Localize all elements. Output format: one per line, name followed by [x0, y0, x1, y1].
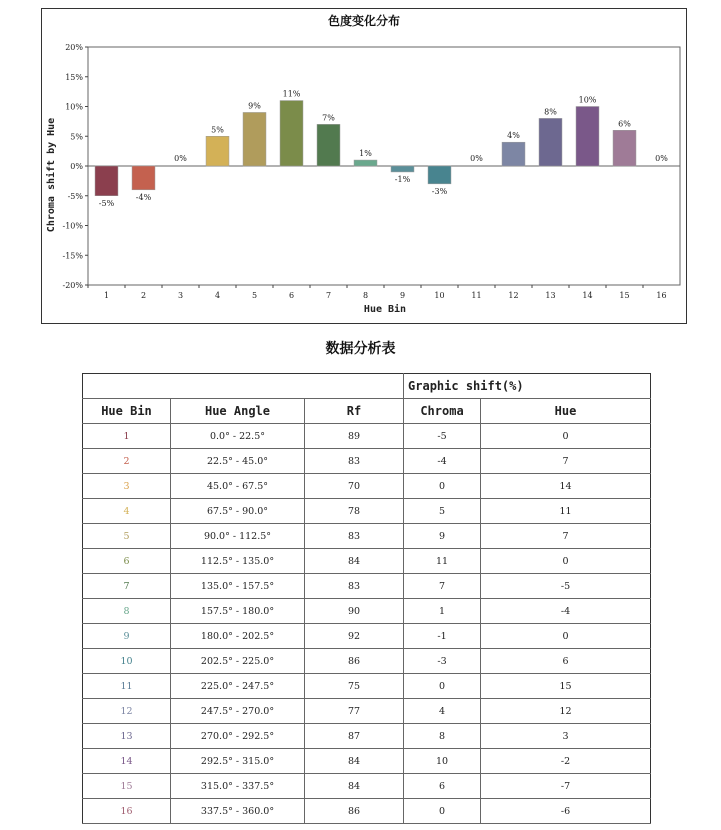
table-row: [83, 524, 651, 549]
cell-hue: -6: [481, 799, 651, 824]
cell-hue: -5: [481, 574, 651, 599]
table-row: [83, 749, 651, 774]
column-header-chroma: Chroma: [404, 399, 481, 424]
cell-rf: 86: [305, 649, 404, 674]
y-tick-label: 5%: [70, 132, 83, 142]
table-row: [83, 799, 651, 824]
data-label: 0%: [174, 154, 187, 163]
cell-hue-bin: 3: [83, 474, 171, 499]
bar-13: [539, 118, 562, 166]
y-tick-label: 0%: [70, 162, 83, 171]
y-tick-label: 10%: [65, 102, 83, 112]
x-tick-label: 3: [177, 291, 184, 300]
cell-chroma: 7: [404, 574, 481, 599]
x-tick-label: 11: [471, 291, 482, 300]
cell-chroma: -5: [404, 424, 481, 449]
chroma-shift-chart: [42, 9, 686, 323]
x-tick-label: 12: [508, 291, 519, 300]
cell-rf: 84: [305, 749, 404, 774]
table-row: [83, 474, 651, 499]
x-tick-label: 13: [545, 291, 556, 300]
bar-6: [280, 101, 303, 166]
cell-hue-bin: 13: [83, 724, 171, 749]
bar-1: [95, 166, 118, 196]
data-label: 11%: [282, 89, 301, 99]
bar-5: [243, 112, 266, 166]
cell-hue: 7: [481, 449, 651, 474]
cell-rf: 83: [305, 449, 404, 474]
cell-hue-bin: 2: [83, 449, 171, 474]
data-label: 6%: [618, 119, 631, 129]
cell-hue-bin: 7: [83, 574, 171, 599]
table-row: [83, 574, 651, 599]
bar-15: [613, 130, 636, 166]
cell-hue-angle: 157.5° - 180.0°: [171, 599, 305, 624]
cell-chroma: 10: [404, 749, 481, 774]
data-label: -3%: [431, 186, 448, 196]
x-tick-label: 14: [582, 291, 593, 300]
data-label: 8%: [544, 107, 557, 117]
cell-chroma: 1: [404, 599, 481, 624]
cell-hue-angle: 337.5° - 360.0°: [171, 799, 305, 824]
cell-hue-angle: 315.0° - 337.5°: [171, 774, 305, 799]
data-label: 5%: [211, 125, 224, 135]
cell-hue: -4: [481, 599, 651, 624]
cell-hue: 11: [481, 499, 651, 524]
cell-hue: 7: [481, 524, 651, 549]
table-row: [83, 674, 651, 699]
table-row: [83, 499, 651, 524]
table-group-header: Graphic shift(%): [404, 374, 651, 399]
cell-rf: 83: [305, 574, 404, 599]
cell-hue: 15: [481, 674, 651, 699]
cell-chroma: -3: [404, 649, 481, 674]
cell-rf: 70: [305, 474, 404, 499]
cell-chroma: 6: [404, 774, 481, 799]
data-table: [82, 373, 651, 824]
cell-hue-angle: 67.5° - 90.0°: [171, 499, 305, 524]
cell-hue: 14: [481, 474, 651, 499]
cell-hue-bin: 5: [83, 524, 171, 549]
cell-hue-bin: 14: [83, 749, 171, 774]
data-label: 0%: [470, 154, 483, 163]
bar-12: [502, 142, 525, 166]
data-label: -5%: [98, 198, 115, 208]
cell-hue-angle: 292.5° - 315.0°: [171, 749, 305, 774]
table-row: [83, 449, 651, 474]
column-header-rf: Rf: [305, 399, 404, 424]
cell-rf: 89: [305, 424, 404, 449]
x-tick-label: 6: [288, 291, 295, 300]
chart-title: 色度变化分布: [327, 14, 401, 28]
x-tick-label: 4: [214, 291, 221, 300]
bar-8: [354, 160, 377, 166]
cell-hue-bin: 6: [83, 549, 171, 574]
cell-hue: -7: [481, 774, 651, 799]
x-tick-label: 2: [140, 291, 147, 300]
y-tick-label: -15%: [62, 251, 83, 261]
cell-hue: 0: [481, 624, 651, 649]
cell-hue-angle: 0.0° - 22.5°: [171, 424, 305, 449]
column-header-hue-bin: Hue Bin: [83, 399, 171, 424]
cell-hue-angle: 202.5° - 225.0°: [171, 649, 305, 674]
data-label: 7%: [322, 113, 335, 123]
cell-hue-angle: 112.5° - 135.0°: [171, 549, 305, 574]
data-label: 1%: [359, 149, 372, 159]
bar-9: [391, 166, 414, 172]
y-tick-label: 15%: [65, 72, 83, 82]
cell-rf: 84: [305, 774, 404, 799]
table-group-header-row: [83, 374, 651, 399]
cell-rf: 77: [305, 699, 404, 724]
table-column-header-row: [83, 399, 651, 424]
cell-hue: 12: [481, 699, 651, 724]
table-row: [83, 724, 651, 749]
bar-2: [132, 166, 155, 190]
x-tick-label: 1: [103, 291, 110, 300]
table-group-header-blank: [83, 374, 404, 399]
cell-hue-bin: 4: [83, 499, 171, 524]
cell-chroma: 0: [404, 674, 481, 699]
y-tick-label: -10%: [62, 221, 83, 231]
x-tick-label: 16: [656, 291, 667, 300]
y-tick-label: -20%: [62, 281, 83, 290]
cell-rf: 87: [305, 724, 404, 749]
cell-hue-bin: 9: [83, 624, 171, 649]
data-label: 10%: [578, 95, 597, 105]
data-label: 4%: [507, 131, 520, 141]
cell-hue: 3: [481, 724, 651, 749]
cell-chroma: 0: [404, 474, 481, 499]
table-row: [83, 649, 651, 674]
cell-rf: 92: [305, 624, 404, 649]
cell-hue-angle: 247.5° - 270.0°: [171, 699, 305, 724]
table-row: [83, 699, 651, 724]
chart-frame: [41, 8, 687, 324]
table-row: [83, 774, 651, 799]
cell-hue-bin: 10: [83, 649, 171, 674]
x-tick-label: 7: [325, 291, 332, 300]
cell-rf: 75: [305, 674, 404, 699]
table-row: [83, 424, 651, 449]
cell-rf: 84: [305, 549, 404, 574]
x-tick-label: 9: [399, 291, 406, 300]
bar-14: [576, 107, 599, 167]
cell-hue-bin: 11: [83, 674, 171, 699]
x-tick-label: 10: [434, 291, 445, 300]
table-row: [83, 599, 651, 624]
cell-hue-angle: 22.5° - 45.0°: [171, 449, 305, 474]
cell-hue-bin: 16: [83, 799, 171, 824]
cell-chroma: -1: [404, 624, 481, 649]
cell-hue-angle: 90.0° - 112.5°: [171, 524, 305, 549]
cell-hue: 0: [481, 424, 651, 449]
column-header-hue-angle: Hue Angle: [171, 399, 305, 424]
cell-hue-bin: 8: [83, 599, 171, 624]
cell-hue-angle: 225.0° - 247.5°: [171, 674, 305, 699]
bar-4: [206, 136, 229, 166]
bar-10: [428, 166, 451, 184]
x-tick-label: 5: [251, 291, 258, 300]
cell-chroma: 0: [404, 799, 481, 824]
data-label: -1%: [394, 174, 411, 184]
x-axis-title: Hue Bin: [363, 304, 407, 315]
cell-hue: 0: [481, 549, 651, 574]
y-axis-title: Chroma shift by Hue: [46, 117, 57, 233]
cell-chroma: 9: [404, 524, 481, 549]
cell-hue-angle: 270.0° - 292.5°: [171, 724, 305, 749]
cell-rf: 90: [305, 599, 404, 624]
data-label: 9%: [248, 101, 261, 111]
cell-hue-bin: 12: [83, 699, 171, 724]
cell-rf: 83: [305, 524, 404, 549]
data-label: -4%: [135, 192, 152, 202]
cell-hue-angle: 180.0° - 202.5°: [171, 624, 305, 649]
x-tick-label: 8: [362, 291, 369, 300]
table-row: [83, 624, 651, 649]
cell-chroma: 11: [404, 549, 481, 574]
table-title: 数据分析表: [325, 341, 396, 357]
table-row: [83, 549, 651, 574]
cell-hue: 6: [481, 649, 651, 674]
cell-chroma: 8: [404, 724, 481, 749]
cell-hue-bin: 15: [83, 774, 171, 799]
bar-7: [317, 124, 340, 166]
column-header-hue: Hue: [481, 399, 651, 424]
cell-hue-angle: 45.0° - 67.5°: [171, 474, 305, 499]
y-tick-label: 20%: [65, 43, 83, 52]
x-tick-label: 15: [619, 291, 630, 300]
cell-chroma: -4: [404, 449, 481, 474]
cell-chroma: 4: [404, 699, 481, 724]
cell-rf: 78: [305, 499, 404, 524]
data-label: 0%: [655, 154, 668, 163]
y-tick-label: -5%: [67, 191, 83, 201]
cell-rf: 86: [305, 799, 404, 824]
cell-chroma: 5: [404, 499, 481, 524]
cell-hue-bin: 1: [83, 424, 171, 449]
cell-hue: -2: [481, 749, 651, 774]
cell-hue-angle: 135.0° - 157.5°: [171, 574, 305, 599]
